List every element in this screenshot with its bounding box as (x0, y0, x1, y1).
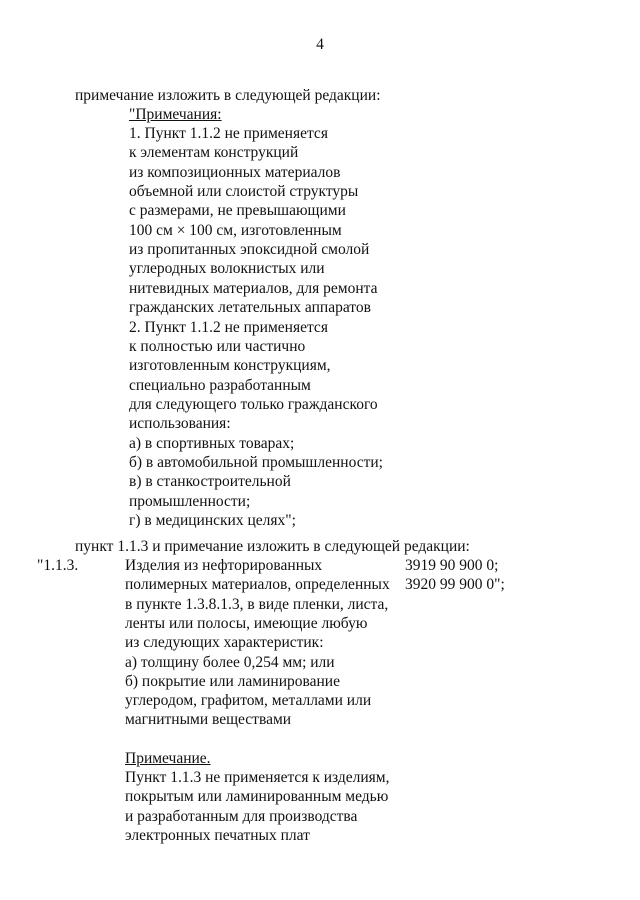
notes-line: к полностью или частично (129, 337, 306, 355)
note2-line: Пункт 1.1.3 не применяется к изделиям, (125, 769, 390, 786)
note2-line: покрытым или ламинированным медью (125, 788, 389, 806)
notes-heading (129, 105, 222, 124)
note2-line: электронных печатных плат (125, 827, 310, 845)
notes-line: б) в автомобильной промышленности; (129, 453, 383, 471)
clause-line: углеродом, графитом, металлами или (125, 692, 372, 710)
clause-line: в пункте 1.3.8.1.3, в виде пленки, листа, (125, 595, 389, 613)
notes-line: 2. Пункт 1.1.2 не применяется (129, 318, 328, 336)
notes-line: изготовленным конструкциям, (129, 357, 331, 375)
note2-heading-text: Примечание. (125, 750, 211, 767)
notes-line: к элементам конструкций (129, 144, 299, 162)
clause-line: б) покрытие или ламинирование (125, 672, 340, 690)
notes-line: объемной или слоистой структуры (129, 183, 359, 201)
notes-line: в) в станкостроительной (129, 473, 291, 491)
notes-line: гражданских летательных аппаратов (129, 299, 371, 317)
clause-number: "1.1.3. (37, 557, 79, 574)
notes-line: с размерами, не превышающими (129, 202, 346, 220)
clause-line: а) толщину более 0,254 мм; или (125, 653, 335, 671)
notes-line: промышленности; (129, 492, 251, 510)
note2-heading (125, 749, 211, 768)
clause-code-1: 3919 90 900 0; (405, 557, 499, 574)
clause-line: из следующих характеристик: (125, 634, 324, 652)
notes-line: г) в медицинских целях"; (129, 512, 296, 529)
clause-line: Изделия из нефторированных (125, 557, 323, 574)
note2-line: и разработанным для производства (125, 807, 358, 825)
notes-line: углеродных волокнистых или (129, 260, 325, 278)
notes-line: 100 см × 100 см, изготовленным (129, 221, 342, 239)
notes-line: для следующего только гражданского (129, 395, 378, 413)
page-number: 4 (316, 36, 324, 53)
clause-intro-line: пункт 1.1.3 и примечание изложить в следующей редакции: (75, 538, 470, 555)
clause-line: полимерных материалов, определенных (125, 576, 390, 594)
notes-line: использования: (129, 415, 231, 433)
notes-line: а) в спортивных товарах; (129, 434, 295, 452)
notes-line: 1. Пункт 1.1.2 не применяется (129, 125, 328, 142)
notes-line: из пропитанных эпоксидной смолой (129, 241, 370, 259)
clause-line: магнитными веществами (125, 711, 292, 729)
notes-line: нитевидных материалов, для ремонта (129, 279, 378, 297)
notes-line: специально разработанным (129, 376, 311, 394)
notes-line: из композиционных материалов (129, 163, 341, 181)
intro-line: примечание изложить в следующей редакции: (75, 87, 381, 104)
clause-code-2: 3920 99 900 0"; (405, 576, 505, 593)
notes-heading-text: "Примечания: (129, 106, 222, 123)
clause-line: ленты или полосы, имеющие любую (125, 614, 368, 632)
